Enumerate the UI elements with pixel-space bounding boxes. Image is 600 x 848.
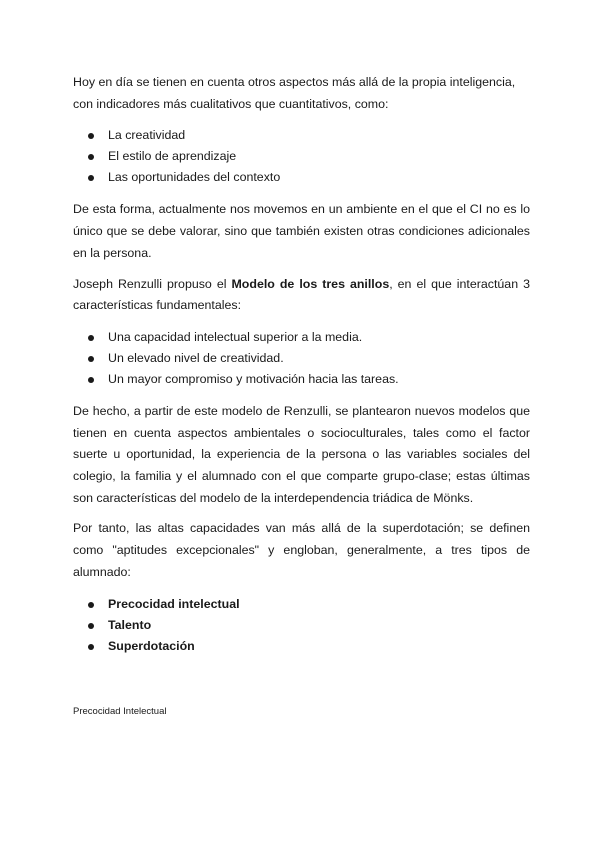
bullet-icon: [88, 133, 94, 139]
list-item-text: La creatividad: [108, 128, 186, 143]
list-item-text: Las oportunidades del contexto: [108, 170, 281, 185]
list-item: [73, 369, 530, 390]
bullet-icon: [88, 377, 94, 383]
document-body: [73, 72, 530, 657]
list-item-text: Talento: [108, 617, 152, 632]
list-item-text: Precocidad intelectual: [108, 596, 240, 611]
renzulli-characteristics-list: [73, 327, 530, 390]
renzulli-text-before: Joseph Renzulli propuso el: [73, 276, 232, 291]
aspects-list: [73, 125, 530, 188]
model-name-bold: Modelo de los tres anillos: [231, 276, 390, 291]
list-item-text: Un elevado nivel de creatividad.: [108, 350, 284, 365]
altas-capacidades-paragraph: Por tanto, las altas capacidades van más allá de la superdotación; se definen como "aptitudes excepcionales" y engloban, generalmente, a tres tipos de alumnado:: [73, 521, 530, 579]
student-types-list: [73, 594, 530, 657]
list-item: [73, 125, 530, 146]
list-item: [73, 594, 530, 615]
list-item: [73, 615, 530, 636]
bullet-icon: [88, 623, 94, 629]
bullet-icon: [88, 154, 94, 160]
list-item-text: Superdotación: [108, 638, 195, 653]
list-item: [73, 167, 530, 188]
list-item: [73, 636, 530, 657]
list-item-text: Un mayor compromiso y motivación hacia las tareas.: [108, 371, 399, 386]
bullet-icon: [88, 175, 94, 181]
list-item: [73, 348, 530, 369]
bullet-icon: [88, 356, 94, 362]
ci-paragraph: De esta forma, actualmente nos movemos en un ambiente en el que el CI no es lo único que se debe valorar, sino que también existen otras condiciones adicionales en la persona.: [73, 202, 530, 260]
bullet-icon: [88, 335, 94, 341]
bullet-icon: [88, 644, 94, 650]
intro-paragraph: Hoy en día se tienen en cuenta otros aspectos más allá de la propia inteligencia, con indicadores más cualitativos que cuantitativos, como:: [73, 75, 516, 111]
list-item: [73, 327, 530, 348]
bullet-icon: [88, 602, 94, 608]
renzulli-paragraph: [73, 274, 530, 317]
list-item: [73, 146, 530, 167]
list-item-text: El estilo de aprendizaje: [108, 149, 237, 164]
section-label: Precocidad Intelectual: [73, 706, 167, 717]
renzulli-text-after: , en el que interactúan 3 características fundamentales:: [73, 276, 530, 313]
models-paragraph: De hecho, a partir de este modelo de Renzulli, se plantearon nuevos modelos que tienen en cuenta aspectos ambientales o socioculturales, tales como el factor suerte u oportunidad, la experiencia de la persona o las variables sociales del colegio, la familia y el alumnado con el que comparte grupo-clase; estas últimas son características del modelo de la interdependencia triádica de Mönks.: [73, 403, 530, 505]
list-item-text: Una capacidad intelectual superior a la media.: [108, 329, 363, 344]
